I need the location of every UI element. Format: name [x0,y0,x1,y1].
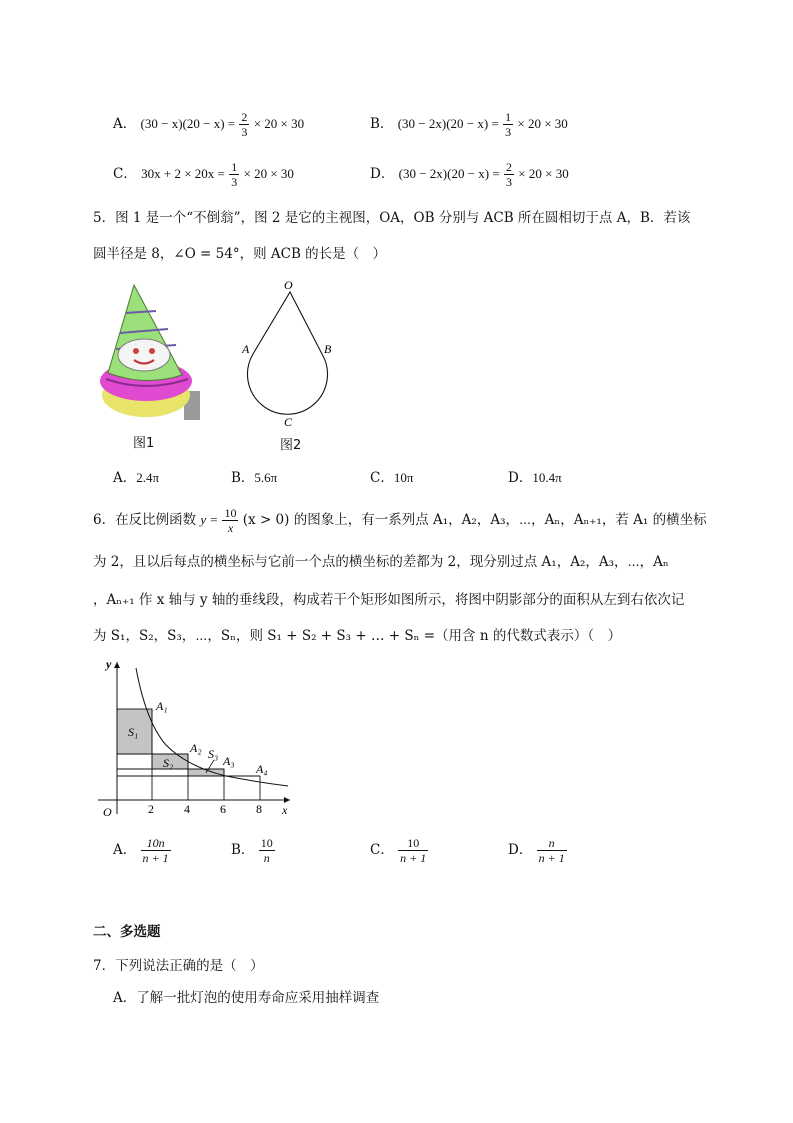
option-label: C． [370,470,394,486]
tick-6: 6 [220,802,226,816]
label-s1: S₁ [128,725,139,739]
q6-option-a [113,836,171,865]
frac-den: 3 [241,125,248,139]
q5-stem-line2: 圆半径是 8，∠O = 54°，则 ACB 的长是（ ） [93,246,387,262]
frac-num: 1 [231,160,238,174]
tick-8: 8 [256,802,262,816]
option-frac [141,836,171,865]
label-x: x [282,803,288,817]
y-axis-arrow [114,662,120,668]
q4-option-c-frac [229,160,239,189]
option-label: D． [508,470,533,486]
fig2-label-c: C [284,415,293,429]
fig1-eye-right [149,348,155,354]
label-origin: O [103,805,112,819]
q4-option-b-label: B． [370,116,394,132]
option-label: B． [231,470,255,486]
q5-stem-line1: 5．图 1 是一个“不倒翁”，图 2 是它的主视图，OA，OB 分别与 ACB 所在圆相切于点 A，B．若该 [93,210,691,226]
q4-option-d-label: D． [370,166,395,182]
frac-num: 2 [505,160,512,174]
q6-graph [96,654,298,820]
fig1-face [118,339,170,371]
q6-line1-prefix: 6．在反比例函数 [93,512,197,528]
frac-den: n + 1 [400,851,427,865]
q4-option-b-frac [503,110,513,139]
frac-num: n [537,836,567,851]
frac-num: 1 [505,110,512,124]
frac-den: 3 [231,175,238,189]
q4-option-b-expr: (30 − 2x)(20 − x) = [397,116,499,131]
q6-option-d [508,836,567,865]
option-value: 5.6π [254,470,278,485]
q6-stem-line2: 为 2，且以后每点的横坐标与它前一个点的横坐标的差都为 2，现分别过点 A₁，A₂，A₃，⋯，Aₙ [93,554,669,570]
frac-num: 2 [241,110,248,124]
frac-num: 10 [224,506,237,520]
q4-option-a-tail: × 20 × 30 [253,116,305,131]
q6-stem-line3: ，Aₙ₊₁ 作 x 轴与 y 轴的垂线段，构成若干个矩形如图所示，将图中阴影部分的面积从左到右依次记 [93,592,685,608]
label-s2: S₂ [163,756,174,770]
label-a1: A₁ [156,699,168,713]
q6-option-b [231,836,275,865]
q4-option-d-expr: (30 − 2x)(20 − x) = [398,166,500,181]
frac-den: n + 1 [538,851,565,865]
label-a2: A₂ [190,741,202,755]
frac-num: 10 [260,836,273,850]
q4-option-a [113,110,304,139]
option-frac [259,836,275,865]
q6-stem-line1 [93,506,707,535]
fig2-label-a: A [242,342,250,356]
option-label: B． [231,842,255,858]
q6-option-c [370,836,428,865]
q4-option-c-tail: × 20 × 30 [243,166,294,181]
q4-option-a-label: A． [113,116,137,132]
q5-option-d [508,466,562,486]
q4-option-a-frac [239,110,249,139]
frac-den: 3 [505,125,512,139]
q5-option-b [231,466,277,486]
q5-figure2-diagram [236,276,346,430]
q4-option-c-label: C． [113,166,137,182]
q4-option-b [370,110,568,139]
q4-option-c-expr: 30x + 2 × 20x = [141,166,225,181]
option-label: C． [370,842,394,858]
frac-den: n + 1 [142,851,169,865]
q4-option-d [370,160,569,189]
q6-line1-frac [222,506,238,535]
q5-figure2-caption: 图2 [280,438,302,453]
label-a3: A₃ [223,754,235,768]
option-value: 2.4π [136,470,160,485]
frac-den: n [263,851,270,865]
frac-num: 10 [398,836,428,851]
fig1-eye-left [133,348,139,354]
frac-num: 10n [141,836,171,851]
option-label: A． [113,470,137,486]
frac-den: x [227,521,234,535]
q4-option-a-expr: (30 − x)(20 − x) = [140,116,236,131]
frac-den: 3 [505,175,512,189]
q5-figure1-caption: 图1 [133,436,155,451]
fig2-label-b: B [324,342,332,356]
q5-option-c [370,466,413,486]
option-value: 10π [393,470,414,485]
label-a4: A₄ [256,762,268,776]
section-title-multi-choice: 二、多选题 [93,924,161,940]
q4-option-c [113,160,294,189]
q5-option-a [113,466,159,486]
q5-figure1-tumbler [96,283,200,420]
label-s3: S₃ [208,747,219,761]
option-frac [398,836,428,865]
label-y: y [106,657,112,671]
fig2-outline [248,292,328,414]
option-label: D． [508,842,533,858]
q4-option-d-tail: × 20 × 30 [518,166,569,181]
tick-2: 2 [148,802,154,816]
fig2-label-o: O [284,278,293,292]
tick-4: 4 [184,802,190,816]
q4-option-b-tail: × 20 × 30 [517,116,568,131]
option-frac [537,836,567,865]
q4-option-d-frac [504,160,514,189]
option-value: 10.4π [532,470,562,485]
option-label: A． [113,842,137,858]
q7-option-a: A．了解一批灯泡的使用寿命应采用抽样调查 [113,990,380,1006]
q6-line1-y: y = [200,512,219,527]
q7-stem: 7．下列说法正确的是（ ） [93,958,264,974]
q6-line1-suffix: (x > 0) 的图象上，有一系列点 A₁，A₂，A₃，⋯，Aₙ，Aₙ₊₁，若 A₁ 的横坐标 [242,512,707,528]
q6-stem-line4: 为 S₁，S₂，S₃，⋯，Sₙ，则 S₁ + S₂ + S₃ + … + Sₙ =（用含 n 的代数式表示）（ ） [93,628,622,644]
